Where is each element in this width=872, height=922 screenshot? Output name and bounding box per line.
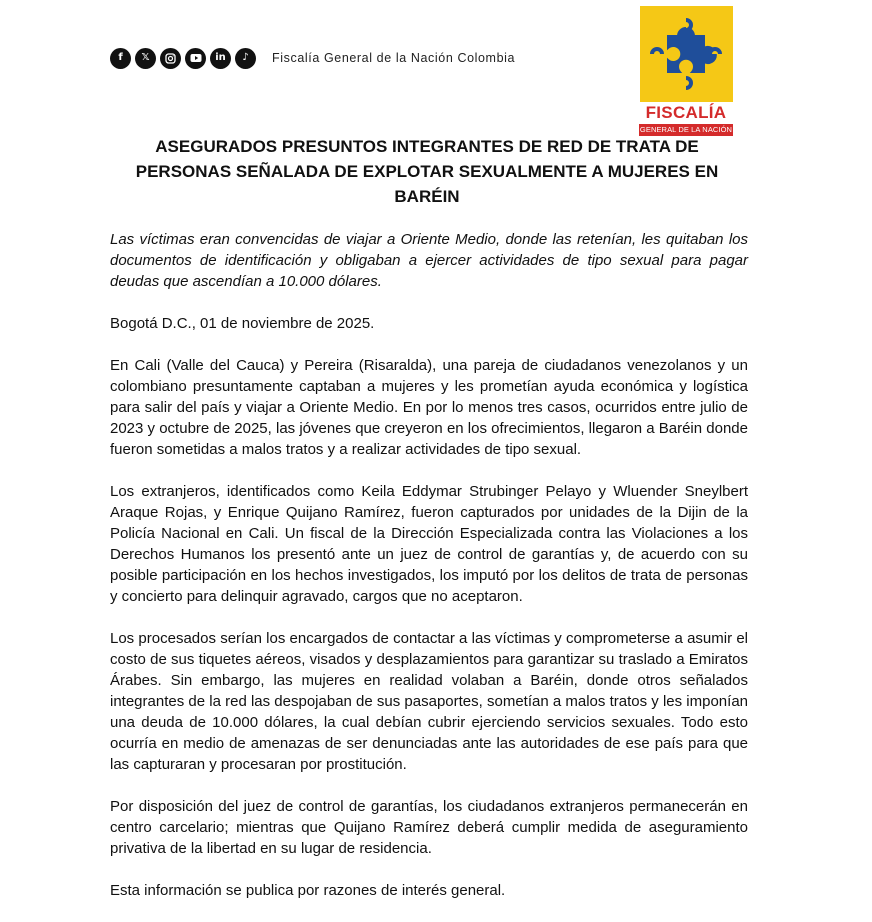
body-paragraph: Por disposición del juez de control de garantías, los ciudadanos extranjeros permanecerán en centro carcelario; mientras que Quijano Ramírez deberá cumplir medida de aseguramiento privativa de la libertad en su lugar de residencia. bbox=[110, 798, 748, 857]
logo-subtitle: GENERAL DE LA NACIÓN bbox=[639, 125, 733, 134]
x-icon[interactable]: 𝕏 bbox=[135, 48, 156, 69]
organization-name: Fiscalía General de la Nación Colombia bbox=[272, 51, 516, 65]
social-icons bbox=[110, 48, 256, 69]
body-paragraph: En Cali (Valle del Cauca) y Pereira (Risaralda), una pareja de ciudadanos venezolanos y un colombiano presuntamente captaban a mujeres y les prometían ayuda económica y logística para salir del país y viajar a Oriente Medio. En por lo menos tres casos, ocurridos entre julio de 2023 y octubre de 2025, las jóvenes que creyeron en los ofrecimientos, llegaron a Baréin donde fueron sometidas a malos tratos y a realizar actividades de tipo sexual. bbox=[110, 357, 748, 458]
puzzle-piece-icon bbox=[646, 14, 726, 94]
dateline: Bogotá D.C., 01 de noviembre de 2025. bbox=[110, 315, 375, 332]
youtube-icon[interactable] bbox=[185, 48, 206, 69]
facebook-icon[interactable]: f bbox=[110, 48, 131, 69]
fiscalia-logo bbox=[638, 6, 734, 134]
body-paragraph: Los procesados serían los encargados de contactar a las víctimas y comprometerse a asumir el costo de sus tiquetes aéreos, visados y desplazamientos para garantizar su traslado a Emiratos Árabes. Sin embargo, las mujeres en realidad volaban a Baréin, donde otros señalados integrantes de la red las despojaban de sus pasaportes, sometían a malos tratos y les imponían una deuda de 10.000 dólares, la cual debían cubrir ejerciendo servicios sexuales. Todo esto ocurría en medio de amenazas de ser denunciadas ante las autoridades de ese país para que las capturaran y procesaran por prostitución. bbox=[110, 630, 748, 773]
linkedin-icon[interactable]: in bbox=[210, 48, 231, 69]
closing-note: Esta información se publica por razones de interés general. bbox=[110, 882, 506, 899]
logo-wordmark: FISCALÍA bbox=[645, 103, 727, 122]
lede-paragraph: Las víctimas eran convencidas de viajar a Oriente Medio, donde las retenían, les quitaban los documentos de identificación y obligaban a ejercer actividades de tipo sexual para pagar deudas que ascendían a 10.000 dólares. bbox=[110, 231, 748, 290]
press-release-body bbox=[110, 229, 748, 922]
header-bar bbox=[110, 46, 515, 70]
press-release-title: ASEGURADOS PRESUNTOS INTEGRANTES DE RED DE TRATA DE PERSONAS SEÑALADA DE EXPLOTAR SEXUALMENTE A MUJERES EN BARÉIN bbox=[135, 137, 719, 206]
body-paragraph: Los extranjeros, identificados como Keila Eddymar Strubinger Pelayo y Wluender Sneylbert Araque Rojas, y Enrique Quijano Ramírez, fueron capturados por unidades de la Dijin de la Policía Nacional en Cali. Un fiscal de la Dirección Especializada contra las Violaciones a los Derechos Humanos los presentó ante un juez de control de garantías y, de acuerdo con su posible participación en los hechos investigados, los imputó por los delitos de trata de personas y concierto para delinquir agravado, cargos que no aceptaron. bbox=[110, 483, 748, 605]
tiktok-icon[interactable]: ♪ bbox=[235, 48, 256, 69]
instagram-icon[interactable] bbox=[160, 48, 181, 69]
